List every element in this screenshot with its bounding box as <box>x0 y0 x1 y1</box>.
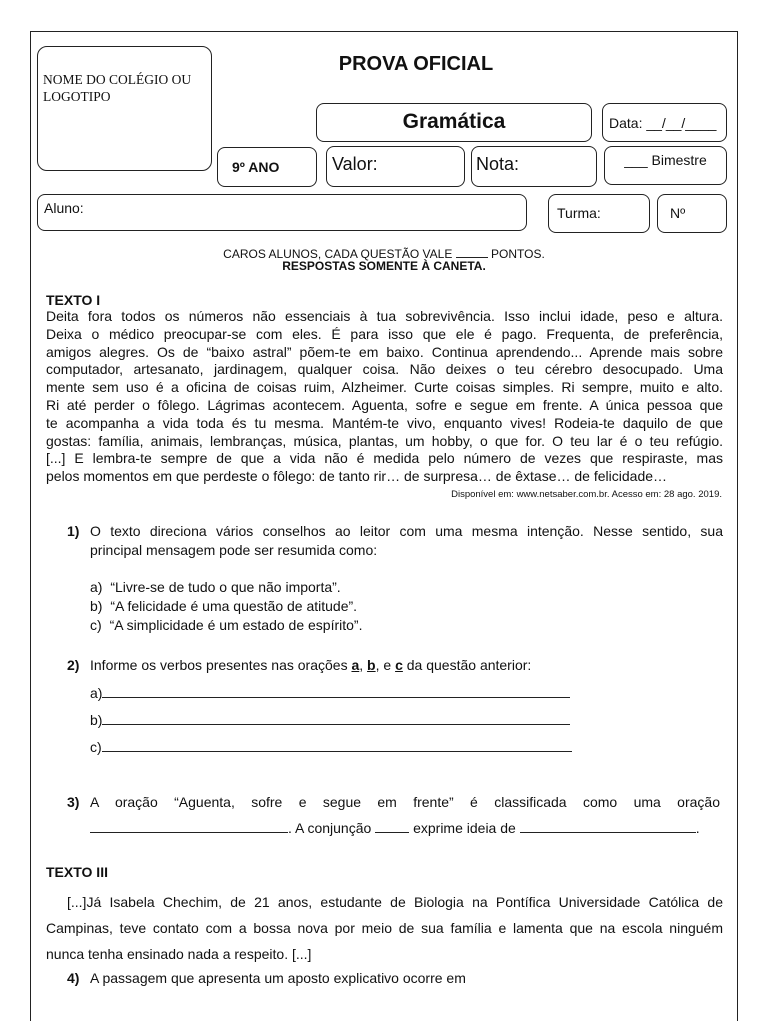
q3-number: 3) <box>67 794 80 810</box>
q2-number: 2) <box>67 657 80 673</box>
texto1-line: amigos alegres. Os de “baixo astral” põem-te em baixo. Continua aprendendo... Aprende mais sobre <box>46 343 723 360</box>
answer-label: c) <box>90 739 102 755</box>
grade-box <box>217 147 317 187</box>
q3-line1: A oração “Aguenta, sofre e segue em frente” é classificada como uma oração <box>90 794 720 810</box>
option-letter: c) <box>90 617 102 633</box>
texto1-line: [...] E lembra-te sempre de que a vida não é medida pelo número de vezes que respiraste, mas <box>46 450 723 467</box>
q2-text <box>90 656 531 675</box>
q4-text: A passagem que apresenta um aposto explicativo ocorre em <box>90 970 466 986</box>
texto1-title: TEXTO I <box>46 292 101 308</box>
q3-part3: exprime ideia de <box>413 820 516 836</box>
q2-letter-a: a <box>351 657 360 673</box>
texto1-line: gostas: família, animais, lembranças, música, plantas, um hobby, o que for. O teu lar é o teu refúgio. <box>46 432 723 449</box>
texto1-line: te acompanha a vida toda és tu mesma. Mantém-te vivo, enquanto vives! Rodeia-te daquilo de que <box>46 414 723 431</box>
answer-line[interactable] <box>102 684 570 698</box>
q2-letter-c: c <box>395 657 403 673</box>
texto3-line: nunca tenha ensinado nada a respeito. [...] <box>46 946 312 962</box>
q1-number: 1) <box>67 523 80 539</box>
answer-label: a) <box>90 685 103 701</box>
texto3-body <box>46 889 723 967</box>
q2-suffix: da questão anterior: <box>406 657 532 673</box>
q3-end: . <box>695 820 700 836</box>
q1-option-b[interactable] <box>90 597 357 616</box>
points-blank <box>456 244 488 258</box>
q1-line2: principal mensagem pode ser resumida como: <box>90 542 378 558</box>
q3-blank-idea[interactable] <box>520 819 696 833</box>
q3-line2 <box>90 819 730 838</box>
texto1-body <box>46 308 723 486</box>
q4-number: 4) <box>67 970 80 986</box>
subject-label: Gramática <box>402 110 506 133</box>
school-placeholder: NOME DO COLÉGIO OU LOGOTIPO <box>43 72 192 104</box>
score-field[interactable] <box>471 146 597 187</box>
number-label: Nº <box>670 205 686 221</box>
answer-line[interactable] <box>102 711 570 725</box>
instructions-line2: RESPOSTAS SOMENTE À CANETA. <box>282 259 486 273</box>
date-field[interactable] <box>602 103 727 142</box>
subject-box <box>316 103 592 142</box>
class-label: Turma: <box>557 205 601 221</box>
q2-sep1: , <box>359 657 364 673</box>
q2-answer-c[interactable] <box>90 738 572 757</box>
exam-title: PROVA OFICIAL <box>338 53 494 75</box>
instructions-suffix: PONTOS. <box>491 247 545 261</box>
q1-option-a[interactable] <box>90 578 341 597</box>
texto1-line: Deixa o médico preocupar-se com eles. É para isso que ele é pago. Frequenta, de preferência, <box>46 325 723 342</box>
value-field[interactable] <box>326 146 465 187</box>
texto1-source: Disponível em: www.netsaber.com.br. Acesso em: 28 ago. 2019. <box>451 489 722 500</box>
student-label: Aluno: <box>44 200 84 216</box>
option-letter: b) <box>90 598 103 614</box>
texto3-title: TEXTO III <box>46 864 108 880</box>
date-label: Data: __/__/____ <box>609 115 717 131</box>
texto1-line: mente sem uso é a oficina de coisas ruim, Alzheimer. Curte coisas simples. Ri sempre, muito e alto. <box>46 379 723 396</box>
grade-label: 9º ANO <box>232 159 280 175</box>
school-logo-box <box>37 46 212 171</box>
option-text: “A simplicidade é um estado de espírito”. <box>109 617 363 633</box>
q2-prefix: Informe os verbos presentes nas orações <box>90 657 348 673</box>
option-letter: a) <box>90 579 103 595</box>
value-label: Valor: <box>332 154 378 174</box>
texto1-line: Deita fora todos os números não essenciais à tua sobrevivência. Isso inclui idade, peso e altura. <box>46 308 723 324</box>
bimester-label: ___ Bimestre <box>624 152 707 168</box>
answer-label: b) <box>90 712 103 728</box>
q1-line1: O texto direciona vários conselhos ao leitor com uma mesma intenção. Nesse sentido, sua <box>90 523 723 539</box>
texto1-line: computador, artesanato, jardinagem, qualquer coisa. Não deixes o teu cérebro desocupado. Uma <box>46 361 723 378</box>
answer-line[interactable] <box>102 738 572 752</box>
q2-answer-a[interactable] <box>90 684 570 703</box>
q2-sep2: , e <box>375 657 392 673</box>
number-field[interactable] <box>657 194 727 233</box>
q3-blank-classification[interactable] <box>90 819 288 833</box>
q3-blank-conjunction[interactable] <box>375 819 409 833</box>
score-label: Nota: <box>476 154 520 174</box>
texto3-line: [...]Já Isabela Chechim, de 21 anos, estudante de Biologia na Pontífica Universidade Católica de <box>67 894 723 910</box>
option-text: “Livre-se de tudo o que não importa”. <box>110 579 341 595</box>
q3-part2: . A conjunção <box>288 820 372 836</box>
q1-option-c[interactable] <box>90 616 362 635</box>
texto3-line: Campinas, teve contato com a bossa nova por meio de sua família e lamenta que na escola ninguém <box>46 920 723 936</box>
texto1-line: Ri até perder o fôlego. Lágrimas acontecem. Aguenta, sofre e segue em frente. A única pessoa que <box>46 396 723 413</box>
student-name-field[interactable] <box>37 194 527 231</box>
instructions-prefix: CAROS ALUNOS, CADA QUESTÃO VALE <box>223 247 453 261</box>
texto1-line: pelos momentos em que perdeste o fôlego: de tanto rir… de surpresa… de êxtase… de felicidade… <box>46 468 668 485</box>
q1-text <box>90 522 723 560</box>
class-field[interactable] <box>548 194 650 233</box>
q2-answer-b[interactable] <box>90 711 570 730</box>
bimester-field[interactable] <box>604 146 727 185</box>
q2-letter-b: b <box>367 657 376 673</box>
option-text: “A felicidade é uma questão de atitude”. <box>110 598 358 614</box>
